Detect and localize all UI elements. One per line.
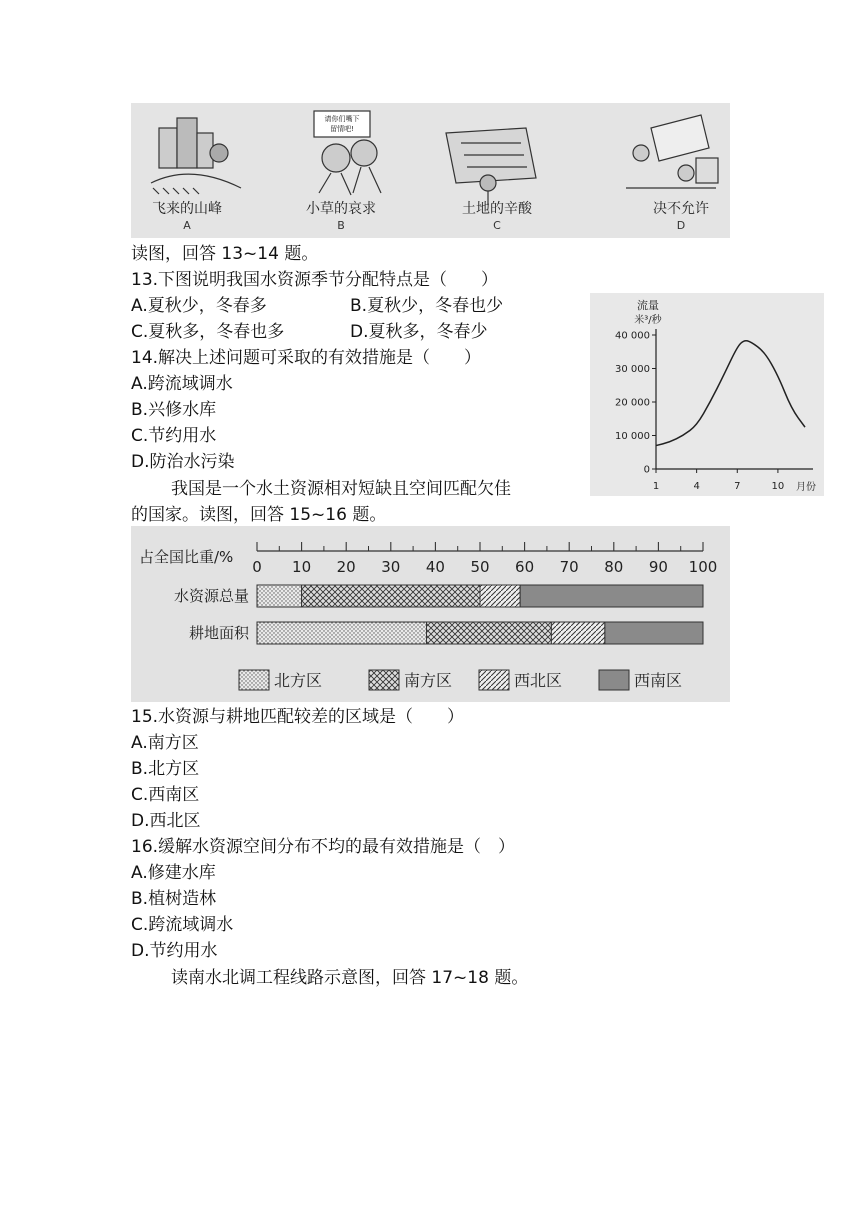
share-bar-segment bbox=[480, 585, 520, 607]
flow-x-tick-label: 7 bbox=[734, 481, 741, 492]
share-bar-segment bbox=[257, 585, 302, 607]
intro-15-16-line1: 我国是一个水土资源相对短缺且空间匹配欠佳 bbox=[171, 479, 511, 499]
q13-stem: 13.下图说明我国水资源季节分配特点是（ ） bbox=[131, 270, 499, 290]
share-tick-label: 100 bbox=[688, 558, 718, 576]
q14-option-a: A.跨流域调水 bbox=[131, 374, 233, 394]
q13-option-d: D.夏秋多，冬春少 bbox=[350, 322, 488, 342]
cartoon-letter-b: B bbox=[337, 219, 345, 232]
share-bar-segment bbox=[605, 622, 703, 644]
flow-y-tick-label: 10 000 bbox=[615, 431, 650, 442]
flow-y-tick-label: 30 000 bbox=[615, 364, 650, 375]
share-tick-label: 80 bbox=[604, 558, 624, 576]
share-chart-svg bbox=[131, 526, 730, 702]
share-category-label: 耕地面积 bbox=[188, 624, 249, 642]
cartoon-letter-d: D bbox=[676, 219, 686, 232]
share-tick-label: 50 bbox=[470, 558, 490, 576]
cartoon-c-illustration bbox=[446, 128, 536, 205]
q16-option-d: D.节约用水 bbox=[131, 941, 218, 961]
share-legend-label: 南方区 bbox=[404, 671, 453, 690]
cartoon-caption-d: 决不允许 bbox=[653, 201, 709, 217]
flow-x-tick-label: 10 bbox=[771, 481, 785, 492]
intro-13-14: 读图，回答 13~14 题。 bbox=[131, 244, 319, 264]
flow-chart-axes bbox=[656, 329, 813, 469]
q14-option-c: C.节约用水 bbox=[131, 426, 217, 446]
intro-15-16-line2: 的国家。读图，回答 15~16 题。 bbox=[131, 505, 387, 525]
q13-option-b: B.夏秋少，冬春也少 bbox=[350, 296, 504, 316]
q16-option-c: C.跨流域调水 bbox=[131, 915, 234, 935]
share-tick-label: 0 bbox=[252, 558, 262, 576]
share-bar-segment bbox=[257, 622, 426, 644]
q16-option-a: A.修建水库 bbox=[131, 863, 216, 883]
share-legend-swatch bbox=[239, 670, 269, 690]
share-tick-label: 70 bbox=[559, 558, 579, 576]
share-bar-segment bbox=[302, 585, 480, 607]
cartoon-strip bbox=[131, 103, 730, 238]
q14-option-d: D.防治水污染 bbox=[131, 452, 235, 472]
share-legend-label: 西南区 bbox=[634, 671, 683, 690]
share-legend-swatch bbox=[479, 670, 509, 690]
share-legend-swatch bbox=[599, 670, 629, 690]
share-legend-swatch bbox=[369, 670, 399, 690]
flow-y-tick-label: 0 bbox=[643, 464, 650, 476]
share-chart bbox=[131, 526, 730, 702]
share-tick-label: 20 bbox=[336, 558, 356, 576]
cartoon-letter-a: A bbox=[183, 219, 191, 232]
flow-x-tick-label: 4 bbox=[693, 481, 700, 492]
share-category-label: 水资源总量 bbox=[173, 587, 249, 605]
share-bar-segment bbox=[551, 622, 605, 644]
flow-x-tick-label: 1 bbox=[652, 481, 660, 492]
share-chart-axis bbox=[252, 542, 717, 576]
cartoon-letter-c: C bbox=[493, 219, 501, 232]
cartoon-caption-c: 土地的辛酸 bbox=[462, 201, 532, 217]
intro-17-18: 读南水北调工程线路示意图，回答 17~18 题。 bbox=[171, 968, 529, 988]
flow-series-line bbox=[656, 341, 805, 446]
cartoon-caption-a: 飞来的山峰 bbox=[152, 201, 222, 217]
flow-chart-svg bbox=[590, 293, 824, 496]
q14-stem: 14.解决上述问题可采取的有效措施是（ ） bbox=[131, 348, 482, 368]
cartoon-d-illustration bbox=[626, 115, 718, 188]
q16-option-b: B.植树造林 bbox=[131, 889, 217, 909]
q15-option-b: B.北方区 bbox=[131, 759, 200, 779]
cartoon-a-illustration bbox=[151, 118, 241, 194]
q15-option-d: D.西北区 bbox=[131, 811, 201, 831]
q15-option-c: C.西南区 bbox=[131, 785, 200, 805]
flow-y-tick-label: 40 000 bbox=[615, 330, 650, 342]
flow-chart-x-ticks bbox=[653, 469, 784, 492]
cartoon-caption-b: 小草的哀求 bbox=[306, 201, 376, 217]
share-tick-label: 30 bbox=[381, 558, 401, 576]
share-tick-label: 40 bbox=[425, 558, 445, 576]
q16-stem: 16.缓解水资源空间分布不均的最有效措施是（ ） bbox=[131, 837, 516, 857]
share-legend-label: 北方区 bbox=[274, 671, 323, 690]
cartoon-b-bubble-line1: 请你们嘴下 bbox=[324, 115, 360, 123]
q13-option-a: A.夏秋少，冬春多 bbox=[131, 296, 267, 316]
flow-chart-title: 流量 bbox=[637, 299, 659, 312]
flow-chart-y-ticks bbox=[615, 331, 656, 476]
share-chart-legend bbox=[239, 670, 682, 690]
q14-option-b: B.兴修水库 bbox=[131, 400, 217, 420]
share-bar-segment bbox=[520, 585, 703, 607]
share-tick-label: 60 bbox=[515, 558, 535, 576]
q15-stem: 15.水资源与耕地匹配较差的区域是（ ） bbox=[131, 707, 465, 727]
share-chart-rows bbox=[174, 585, 703, 644]
share-chart-title: 占全国比重/% bbox=[139, 548, 234, 566]
flow-y-tick-label: 20 000 bbox=[615, 397, 650, 409]
cartoon-b-bubble-line2: 留情吧! bbox=[330, 125, 354, 133]
share-tick-label: 90 bbox=[648, 558, 668, 576]
share-bar-segment bbox=[426, 622, 551, 644]
share-legend-label: 西北区 bbox=[514, 671, 563, 690]
flow-chart bbox=[590, 293, 824, 496]
q15-option-a: A.南方区 bbox=[131, 733, 199, 753]
share-tick-label: 10 bbox=[292, 558, 312, 576]
flow-chart-xlabel: 月份 bbox=[796, 482, 816, 493]
flow-chart-ylabel: 米³/秒 bbox=[634, 315, 662, 326]
cartoon-b-illustration bbox=[314, 111, 381, 195]
q13-option-c: C.夏秋多，冬春也多 bbox=[131, 322, 285, 342]
